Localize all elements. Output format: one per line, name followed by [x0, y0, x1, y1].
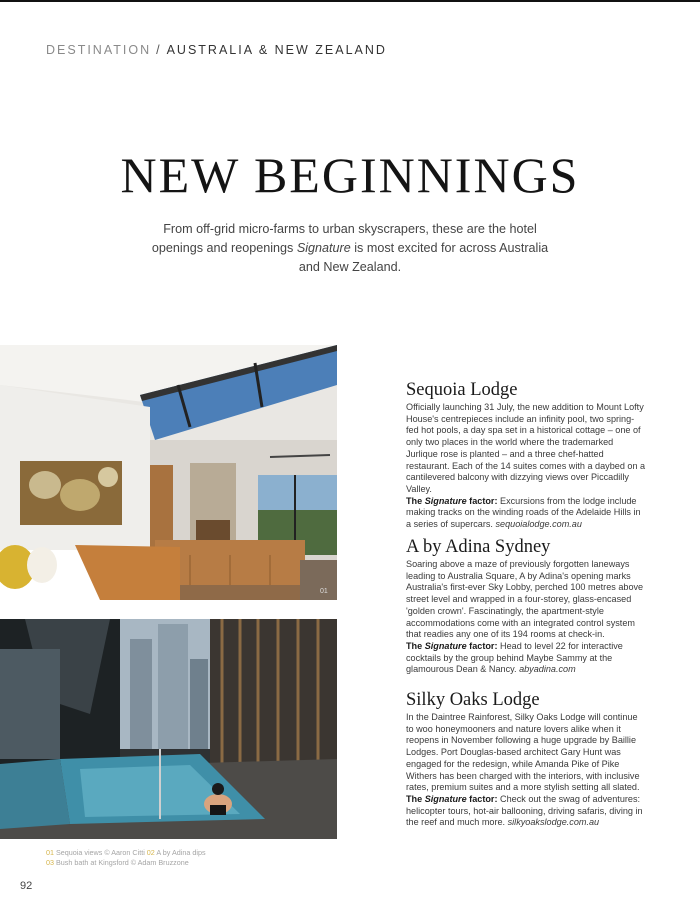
- photo-number-01: 01: [320, 588, 328, 595]
- factor-label: The Signature factor:: [406, 640, 498, 651]
- photo-captions: [46, 848, 206, 868]
- article-body: Soaring above a maze of previously forgotten laneways leading to Australia Square, A by Adina's opening marks Australia's first-ever Sky Lobby, perched 100 metres above street level and wrapped in a four-storey, glass-encased 'golden crown'. Fascinatingly, the apartment-style accommodations come with an integrated control system that readies any one of its 194 rooms at check-in.: [406, 559, 644, 640]
- caption-text-03: Bush bath at Kingsford © Adam Bruzzone: [54, 858, 189, 867]
- breadcrumb: [46, 43, 387, 57]
- factor-text: Head to level 22 for interactive cocktails by the group behind Maybe Sammy at the glamourous Dean & Nancy.: [406, 640, 623, 675]
- page-title: NEW BEGINNINGS: [120, 147, 580, 203]
- intro-emphasis: Signature: [296, 241, 351, 255]
- breadcrumb-separator: /: [156, 43, 162, 57]
- article-title: A by Adina Sydney: [406, 537, 551, 557]
- caption-text-02: A by Adina dips: [154, 848, 206, 857]
- article-silky-oaks-lodge: [406, 690, 646, 829]
- article-url[interactable]: sequoialodge.com.au: [495, 519, 582, 530]
- page-number: 92: [20, 880, 33, 892]
- pool-photo: [0, 619, 337, 839]
- caption-line-2: [46, 858, 206, 868]
- intro-paragraph: [150, 220, 550, 277]
- caption-number-01: 01: [46, 848, 54, 857]
- breadcrumb-region: AUSTRALIA & NEW ZEALAND: [166, 43, 387, 57]
- article-a-by-adina-sydney: [406, 537, 646, 676]
- factor-label: The Signature factor:: [406, 793, 498, 804]
- factor-text: Check out the swag of adventures: helicopter tours, hot-air ballooning, driving safaris, diving in the reef and much more.: [406, 793, 643, 828]
- caption-text-01: Sequoia views © Aaron Citti: [54, 848, 147, 857]
- caption-number-03: 03: [46, 858, 54, 867]
- article-factor: [406, 794, 646, 829]
- article-title: Sequoia Lodge: [406, 380, 518, 400]
- caption-line-1: [46, 848, 206, 858]
- article-title: Silky Oaks Lodge: [406, 690, 540, 710]
- factor-text: Excursions from the lodge include making tracks on the winding roads of the Adelaide Hills in a series of supercars.: [406, 495, 641, 530]
- top-rule: [0, 0, 700, 2]
- factor-label: The Signature factor:: [406, 495, 498, 506]
- article-url[interactable]: abyadina.com: [519, 664, 576, 675]
- article-sequoia-lodge: [406, 380, 646, 531]
- article-url[interactable]: silkyoakslodge.com.au: [507, 817, 600, 828]
- breadcrumb-section: DESTINATION: [46, 43, 152, 57]
- caption-number-02: 02: [146, 848, 155, 857]
- article-body: In the Daintree Rainforest, Silky Oaks Lodge will continue to woo honeymooners and nature lovers alike when it reopens in November following a huge upgrade by Baillie Lodges. Port Douglas-based architect Gary Hunt was engaged for the redesign, while Amanda Pike of Pike Withers has been charged with the interiors, with inclusive rates, premium suites and a more stylish setting all slated.: [406, 712, 640, 793]
- intro-text-1: From off-grid micro-farms to urban skyscrapers, these are the hotel openings and reopenings: [151, 222, 537, 255]
- article-factor: [406, 641, 646, 676]
- intro-text-2: is most excited for across Australia and New Zealand.: [298, 241, 549, 274]
- article-factor: [406, 496, 646, 531]
- article-body: Officially launching 31 July, the new addition to Mount Lofty House's centrepieces include an infinity pool, two spring-fed hot pools, a day spa set in a historical cottage – one of only two places in the world where the trademarked Jurlique rose is planted – and a three chef-hatted restaurant. Each of the 14 suites comes with a daybed on a cantilevered balcony with dizzying views over Piccadilly Valley.: [406, 402, 646, 494]
- bedroom-photo: [0, 345, 337, 600]
